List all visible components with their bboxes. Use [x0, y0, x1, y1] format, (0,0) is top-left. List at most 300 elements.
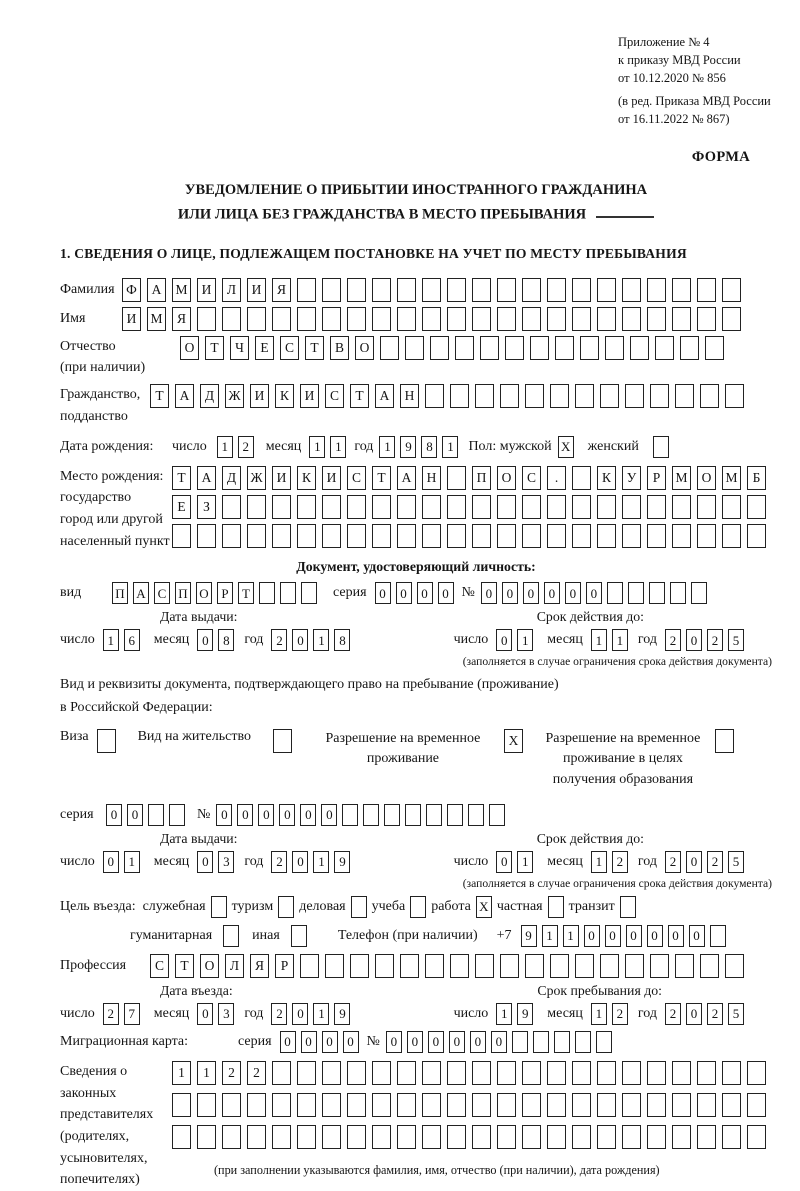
purpose-rabota-checkbox[interactable]: X — [476, 896, 492, 918]
cell[interactable]: О — [180, 336, 199, 360]
cell[interactable]: 0 — [216, 804, 232, 826]
cell[interactable]: 2 — [665, 629, 681, 651]
cell[interactable]: 0 — [586, 582, 602, 604]
cell[interactable]: 1 — [563, 925, 579, 947]
representatives-cells-row3[interactable] — [172, 1125, 766, 1149]
cell[interactable] — [372, 1125, 391, 1149]
cell[interactable]: 0 — [300, 804, 316, 826]
cell[interactable] — [647, 524, 666, 548]
cell[interactable] — [472, 495, 491, 519]
cell[interactable] — [384, 804, 400, 826]
cell[interactable] — [247, 307, 266, 331]
cell[interactable]: О — [355, 336, 374, 360]
cell[interactable] — [405, 804, 421, 826]
cell[interactable]: С — [150, 954, 169, 978]
cell[interactable]: 0 — [605, 925, 621, 947]
cell[interactable] — [350, 954, 369, 978]
cell[interactable] — [447, 307, 466, 331]
cell[interactable]: 9 — [334, 851, 350, 873]
cell[interactable] — [372, 1093, 391, 1117]
cell[interactable] — [547, 1093, 566, 1117]
cell[interactable] — [425, 954, 444, 978]
cell[interactable] — [397, 524, 416, 548]
cell[interactable] — [472, 307, 491, 331]
cell[interactable] — [475, 384, 494, 408]
stay-month-cells[interactable] — [591, 1003, 628, 1025]
birth-day-cells[interactable] — [217, 436, 254, 458]
cell[interactable]: Р — [275, 954, 294, 978]
cell[interactable]: Д — [200, 384, 219, 408]
cell[interactable] — [600, 954, 619, 978]
cell[interactable] — [197, 1125, 216, 1149]
cell[interactable] — [572, 466, 591, 490]
migration-number-cells[interactable] — [386, 1031, 612, 1053]
cell[interactable] — [422, 495, 441, 519]
cell[interactable]: Н — [400, 384, 419, 408]
cell[interactable] — [372, 495, 391, 519]
cell[interactable]: Д — [222, 466, 241, 490]
cell[interactable] — [300, 954, 319, 978]
cell[interactable] — [472, 1061, 491, 1085]
entry-month-cells[interactable] — [197, 1003, 234, 1025]
cell[interactable] — [597, 278, 616, 302]
cell[interactable]: 0 — [280, 1031, 296, 1053]
cell[interactable] — [530, 336, 549, 360]
cell[interactable] — [472, 1125, 491, 1149]
cell[interactable]: О — [200, 954, 219, 978]
cell[interactable]: З — [197, 495, 216, 519]
cell[interactable]: И — [250, 384, 269, 408]
cell[interactable] — [497, 524, 516, 548]
cell[interactable]: И — [247, 278, 266, 302]
cell[interactable]: 6 — [124, 629, 140, 651]
cell[interactable]: 1 — [313, 851, 329, 873]
sex-male-checkbox[interactable]: X — [558, 436, 574, 458]
cell[interactable] — [572, 495, 591, 519]
cell[interactable] — [700, 384, 719, 408]
cell[interactable]: Т — [172, 466, 191, 490]
cell[interactable] — [575, 384, 594, 408]
cell[interactable] — [630, 336, 649, 360]
cell[interactable] — [647, 1061, 666, 1085]
cell[interactable] — [405, 336, 424, 360]
cell[interactable] — [322, 524, 341, 548]
cell[interactable] — [297, 1061, 316, 1085]
cell[interactable] — [525, 384, 544, 408]
cell[interactable]: 2 — [707, 851, 723, 873]
cell[interactable]: 0 — [470, 1031, 486, 1053]
cell[interactable] — [172, 1125, 191, 1149]
cell[interactable]: И — [122, 307, 141, 331]
cell[interactable] — [347, 278, 366, 302]
cell[interactable]: М — [722, 466, 741, 490]
identity-valid-day-cells[interactable] — [496, 629, 533, 651]
cell[interactable]: 1 — [517, 851, 533, 873]
cell[interactable] — [222, 307, 241, 331]
cell[interactable]: К — [275, 384, 294, 408]
residence-valid-year-cells[interactable] — [665, 851, 744, 873]
identity-issue-day-cells[interactable] — [103, 629, 140, 651]
cell[interactable] — [697, 495, 716, 519]
cell[interactable] — [622, 278, 641, 302]
cell[interactable] — [725, 954, 744, 978]
cell[interactable]: 0 — [686, 1003, 702, 1025]
cell[interactable] — [622, 307, 641, 331]
phone-cells[interactable] — [521, 925, 726, 947]
cell[interactable]: 0 — [407, 1031, 423, 1053]
doc-series-cells[interactable] — [375, 582, 454, 604]
cell[interactable] — [522, 278, 541, 302]
cell[interactable] — [450, 954, 469, 978]
cell[interactable]: 0 — [197, 851, 213, 873]
cell[interactable]: 0 — [127, 804, 143, 826]
cell[interactable] — [322, 278, 341, 302]
cell[interactable]: 1 — [103, 629, 119, 651]
cell[interactable] — [259, 582, 275, 604]
cell[interactable] — [297, 278, 316, 302]
cell[interactable] — [325, 954, 344, 978]
cell[interactable]: 2 — [665, 1003, 681, 1025]
cell[interactable]: 0 — [343, 1031, 359, 1053]
cell[interactable] — [647, 278, 666, 302]
cell[interactable]: 2 — [103, 1003, 119, 1025]
cell[interactable] — [372, 1061, 391, 1085]
cell[interactable] — [272, 524, 291, 548]
cell[interactable] — [512, 1031, 528, 1053]
residence-series-cells[interactable] — [106, 804, 185, 826]
cell[interactable] — [672, 1061, 691, 1085]
cell[interactable]: 0 — [565, 582, 581, 604]
purpose-sluzhebnaya-checkbox[interactable] — [211, 896, 227, 918]
cell[interactable] — [522, 1061, 541, 1085]
cell[interactable] — [472, 524, 491, 548]
cell[interactable]: 1 — [313, 1003, 329, 1025]
cell[interactable] — [607, 582, 623, 604]
cell[interactable]: 0 — [668, 925, 684, 947]
cell[interactable] — [447, 804, 463, 826]
cell[interactable]: 0 — [292, 629, 308, 651]
cell[interactable] — [447, 1125, 466, 1149]
cell[interactable] — [622, 1093, 641, 1117]
cell[interactable] — [447, 1061, 466, 1085]
cell[interactable] — [597, 524, 616, 548]
cell[interactable]: 1 — [496, 1003, 512, 1025]
cell[interactable] — [447, 495, 466, 519]
cell[interactable]: 8 — [421, 436, 437, 458]
cell[interactable] — [497, 1093, 516, 1117]
cell[interactable] — [622, 495, 641, 519]
cell[interactable]: 0 — [321, 804, 337, 826]
residence-number-cells[interactable] — [216, 804, 505, 826]
patronymic-cells[interactable] — [180, 336, 724, 360]
cell[interactable] — [747, 495, 766, 519]
cell[interactable]: Е — [255, 336, 274, 360]
cell[interactable] — [622, 1061, 641, 1085]
cell[interactable] — [622, 1125, 641, 1149]
cell[interactable]: 2 — [222, 1061, 241, 1085]
purpose-turizm-checkbox[interactable] — [278, 896, 294, 918]
cell[interactable] — [675, 954, 694, 978]
cell[interactable] — [489, 804, 505, 826]
cell[interactable]: С — [280, 336, 299, 360]
cell[interactable]: 2 — [271, 851, 287, 873]
cell[interactable] — [422, 278, 441, 302]
cell[interactable] — [347, 307, 366, 331]
cell[interactable]: 0 — [496, 629, 512, 651]
cell[interactable]: П — [112, 582, 128, 604]
cell[interactable]: С — [347, 466, 366, 490]
cell[interactable] — [447, 524, 466, 548]
cell[interactable] — [397, 307, 416, 331]
cell[interactable] — [272, 1061, 291, 1085]
cell[interactable] — [197, 1093, 216, 1117]
cell[interactable] — [597, 495, 616, 519]
cell[interactable]: 1 — [197, 1061, 216, 1085]
birthplace-cells-row3[interactable] — [172, 524, 766, 548]
cell[interactable] — [625, 954, 644, 978]
cell[interactable] — [522, 1125, 541, 1149]
cell[interactable]: 0 — [417, 582, 433, 604]
cell[interactable] — [747, 1061, 766, 1085]
cell[interactable]: М — [172, 278, 191, 302]
representatives-cells-row2[interactable] — [172, 1093, 766, 1117]
cell[interactable] — [322, 495, 341, 519]
cell[interactable]: 2 — [247, 1061, 266, 1085]
cell[interactable]: 2 — [612, 851, 628, 873]
cell[interactable] — [347, 1125, 366, 1149]
cell[interactable]: 8 — [218, 629, 234, 651]
cell[interactable] — [547, 495, 566, 519]
cell[interactable]: С — [154, 582, 170, 604]
cell[interactable] — [554, 1031, 570, 1053]
cell[interactable] — [597, 1093, 616, 1117]
cell[interactable]: Т — [150, 384, 169, 408]
entry-day-cells[interactable] — [103, 1003, 140, 1025]
cell[interactable]: . — [547, 466, 566, 490]
cell[interactable]: 0 — [375, 582, 391, 604]
cell[interactable] — [572, 1125, 591, 1149]
stay-year-cells[interactable] — [665, 1003, 744, 1025]
residence-issue-year-cells[interactable] — [271, 851, 350, 873]
cell[interactable] — [597, 307, 616, 331]
cell[interactable] — [297, 524, 316, 548]
cell[interactable] — [172, 524, 191, 548]
cell[interactable] — [247, 524, 266, 548]
residence-permit-checkbox[interactable] — [273, 729, 292, 753]
residence-valid-day-cells[interactable] — [496, 851, 533, 873]
cell[interactable]: 0 — [292, 851, 308, 873]
cell[interactable]: Б — [747, 466, 766, 490]
cell[interactable] — [672, 278, 691, 302]
cell[interactable]: Я — [250, 954, 269, 978]
cell[interactable]: М — [147, 307, 166, 331]
cell[interactable] — [297, 1093, 316, 1117]
cell[interactable]: С — [325, 384, 344, 408]
profession-cells[interactable] — [150, 954, 744, 978]
cell[interactable]: 0 — [438, 582, 454, 604]
cell[interactable] — [672, 495, 691, 519]
cell[interactable] — [500, 384, 519, 408]
cell[interactable] — [342, 804, 358, 826]
cell[interactable] — [622, 524, 641, 548]
cell[interactable] — [575, 1031, 591, 1053]
cell[interactable] — [605, 336, 624, 360]
cell[interactable]: Ф — [122, 278, 141, 302]
cell[interactable] — [547, 278, 566, 302]
cell[interactable] — [347, 1061, 366, 1085]
cell[interactable] — [547, 1061, 566, 1085]
cell[interactable] — [425, 384, 444, 408]
cell[interactable] — [697, 307, 716, 331]
cell[interactable] — [468, 804, 484, 826]
cell[interactable]: 5 — [728, 851, 744, 873]
cell[interactable] — [222, 1125, 241, 1149]
cell[interactable]: Ч — [230, 336, 249, 360]
cell[interactable]: 0 — [279, 804, 295, 826]
cell[interactable] — [655, 336, 674, 360]
cell[interactable]: 1 — [217, 436, 233, 458]
cell[interactable]: И — [322, 466, 341, 490]
cell[interactable]: Р — [647, 466, 666, 490]
cell[interactable]: А — [397, 466, 416, 490]
cell[interactable] — [722, 1061, 741, 1085]
cell[interactable]: 0 — [258, 804, 274, 826]
cell[interactable] — [722, 307, 741, 331]
doc-number-cells[interactable] — [481, 582, 707, 604]
cell[interactable] — [472, 278, 491, 302]
cell[interactable] — [572, 278, 591, 302]
cell[interactable] — [422, 1125, 441, 1149]
cell[interactable]: 0 — [481, 582, 497, 604]
cell[interactable] — [697, 524, 716, 548]
cell[interactable] — [597, 1125, 616, 1149]
representatives-cells-row1[interactable] — [172, 1061, 766, 1085]
cell[interactable]: 9 — [400, 436, 416, 458]
cell[interactable] — [400, 954, 419, 978]
cell[interactable] — [422, 307, 441, 331]
cell[interactable]: 1 — [591, 629, 607, 651]
cell[interactable]: Л — [222, 278, 241, 302]
cell[interactable] — [670, 582, 686, 604]
cell[interactable]: И — [272, 466, 291, 490]
cell[interactable]: И — [300, 384, 319, 408]
cell[interactable]: 1 — [442, 436, 458, 458]
cell[interactable] — [475, 954, 494, 978]
cell[interactable] — [550, 384, 569, 408]
cell[interactable]: 2 — [271, 629, 287, 651]
cell[interactable]: 1 — [379, 436, 395, 458]
cell[interactable]: Н — [422, 466, 441, 490]
cell[interactable] — [747, 524, 766, 548]
firstname-cells[interactable] — [122, 307, 741, 331]
cell[interactable] — [301, 582, 317, 604]
cell[interactable]: И — [197, 278, 216, 302]
cell[interactable] — [447, 278, 466, 302]
cell[interactable] — [747, 1125, 766, 1149]
cell[interactable]: 9 — [517, 1003, 533, 1025]
cell[interactable] — [472, 1093, 491, 1117]
cell[interactable] — [672, 1125, 691, 1149]
cell[interactable] — [222, 1093, 241, 1117]
identity-valid-month-cells[interactable] — [591, 629, 628, 651]
cell[interactable] — [297, 495, 316, 519]
cell[interactable]: 0 — [584, 925, 600, 947]
cell[interactable] — [347, 524, 366, 548]
cell[interactable] — [575, 954, 594, 978]
cell[interactable] — [222, 495, 241, 519]
cell[interactable]: 0 — [106, 804, 122, 826]
cell[interactable] — [522, 495, 541, 519]
residence-issue-day-cells[interactable] — [103, 851, 140, 873]
birth-month-cells[interactable] — [309, 436, 346, 458]
cell[interactable]: 5 — [728, 629, 744, 651]
purpose-tranzit-checkbox[interactable] — [620, 896, 636, 918]
cell[interactable]: 1 — [313, 629, 329, 651]
cell[interactable] — [672, 307, 691, 331]
cell[interactable] — [725, 384, 744, 408]
cell[interactable] — [597, 1061, 616, 1085]
cell[interactable] — [647, 1125, 666, 1149]
cell[interactable]: П — [472, 466, 491, 490]
cell[interactable] — [375, 954, 394, 978]
cell[interactable] — [522, 1093, 541, 1117]
cell[interactable] — [372, 524, 391, 548]
cell[interactable] — [397, 1093, 416, 1117]
cell[interactable]: 0 — [428, 1031, 444, 1053]
cell[interactable]: 3 — [218, 851, 234, 873]
cell[interactable] — [397, 495, 416, 519]
cell[interactable]: 1 — [612, 629, 628, 651]
cell[interactable]: А — [133, 582, 149, 604]
purpose-chastnaya-checkbox[interactable] — [548, 896, 564, 918]
cell[interactable] — [625, 384, 644, 408]
cell[interactable]: С — [522, 466, 541, 490]
cell[interactable] — [647, 495, 666, 519]
cell[interactable] — [722, 524, 741, 548]
cell[interactable] — [297, 1125, 316, 1149]
purpose-inaya-checkbox[interactable] — [291, 925, 307, 947]
cell[interactable]: 0 — [197, 1003, 213, 1025]
cell[interactable] — [422, 1061, 441, 1085]
cell[interactable]: 0 — [292, 1003, 308, 1025]
cell[interactable] — [555, 336, 574, 360]
cell[interactable] — [397, 1125, 416, 1149]
cell[interactable] — [169, 804, 185, 826]
cell[interactable] — [322, 1125, 341, 1149]
cell[interactable] — [722, 1125, 741, 1149]
cell[interactable] — [347, 1093, 366, 1117]
cell[interactable] — [247, 495, 266, 519]
temp-residence-checkbox[interactable]: X — [504, 729, 523, 753]
cell[interactable]: 1 — [172, 1061, 191, 1085]
cell[interactable]: 0 — [396, 582, 412, 604]
cell[interactable]: Ж — [225, 384, 244, 408]
cell[interactable]: Е — [172, 495, 191, 519]
cell[interactable]: 1 — [517, 629, 533, 651]
cell[interactable]: 0 — [301, 1031, 317, 1053]
cell[interactable] — [272, 1125, 291, 1149]
cell[interactable]: П — [175, 582, 191, 604]
cell[interactable] — [747, 1093, 766, 1117]
cell[interactable] — [322, 1093, 341, 1117]
cell[interactable]: Ж — [247, 466, 266, 490]
cell[interactable] — [497, 495, 516, 519]
doc-kind-cells[interactable] — [112, 582, 317, 604]
cell[interactable]: А — [175, 384, 194, 408]
cell[interactable]: 0 — [491, 1031, 507, 1053]
cell[interactable]: 1 — [542, 925, 558, 947]
cell[interactable] — [497, 307, 516, 331]
